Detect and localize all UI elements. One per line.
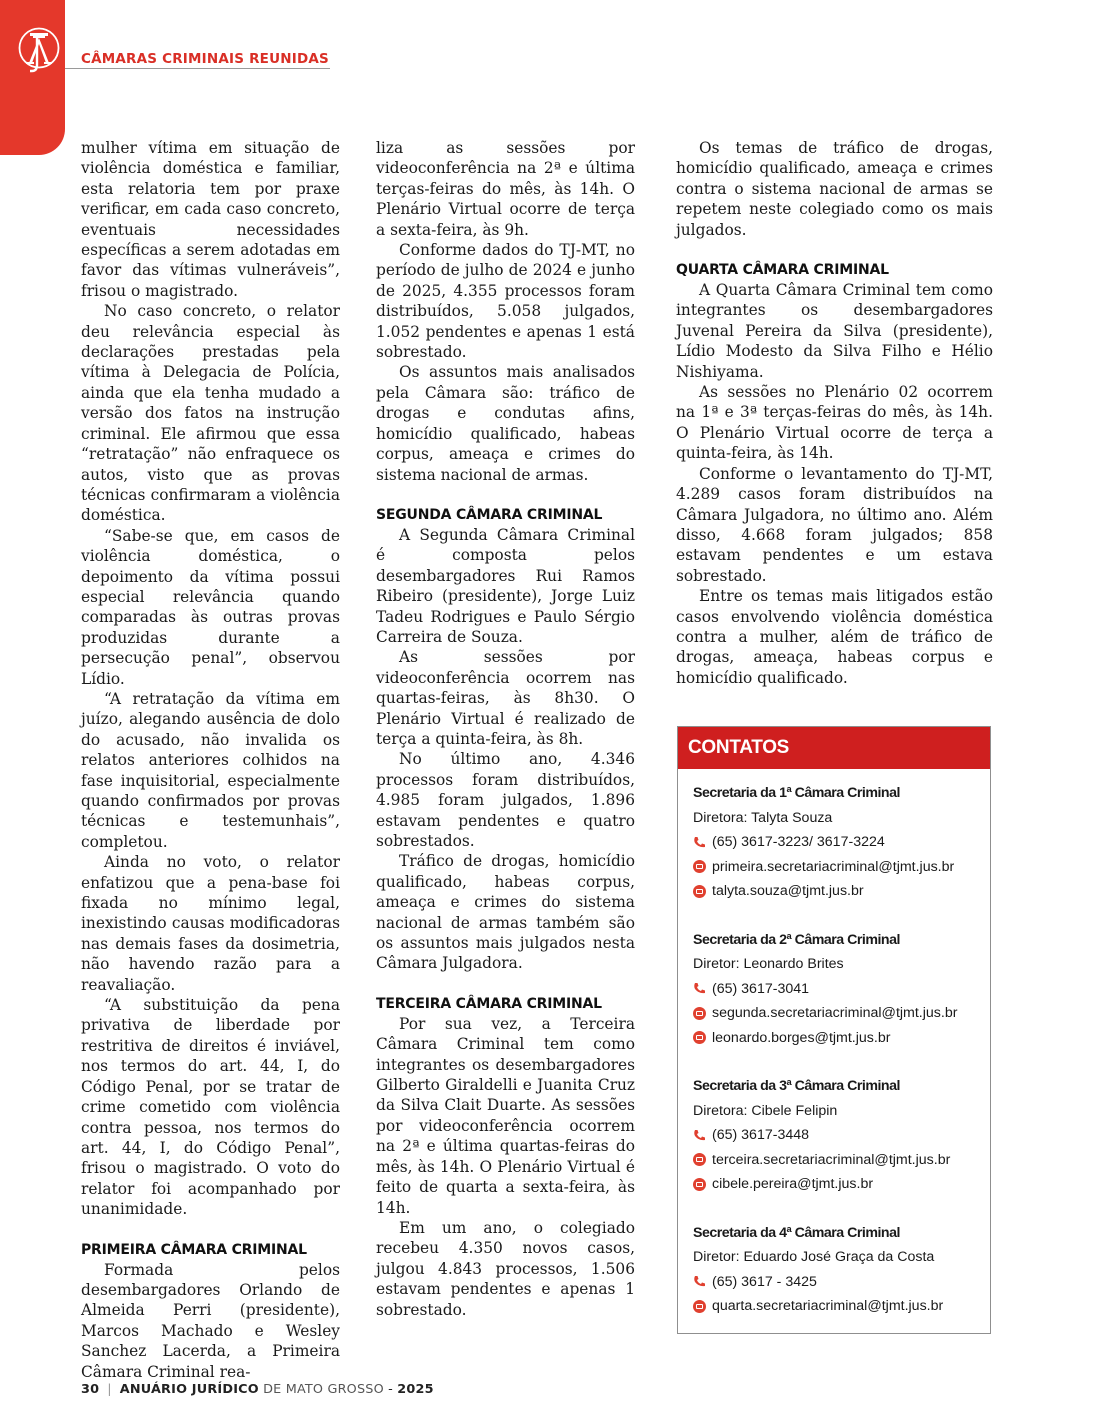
paragraph: As sessões por videoconferência ocorrem nas quartas-feiras, às 8h30. O Plenário Virtual é realizado de terça a quinta-feira, às 8h. bbox=[376, 648, 635, 748]
contact-phone[interactable]: (65) 3617-3041 bbox=[712, 980, 810, 997]
header-divider bbox=[65, 68, 330, 69]
page-number: 30 bbox=[81, 1382, 100, 1397]
header-red-tab bbox=[0, 0, 65, 155]
article-column-3 bbox=[676, 138, 993, 688]
contact-email[interactable]: talyta.souza@tjmt.jus.br bbox=[712, 883, 864, 899]
contact-director: Diretor: Eduardo José Graça da Costa bbox=[693, 1249, 935, 1265]
contact-section-4 bbox=[693, 1221, 990, 1319]
email-icon bbox=[693, 1178, 706, 1191]
phone-icon bbox=[693, 836, 706, 849]
contact-director: Diretor: Leonardo Brites bbox=[693, 956, 844, 972]
publication-name-bold: ANUÁRIO JURÍDICO bbox=[119, 1382, 259, 1397]
email-icon bbox=[693, 1300, 706, 1313]
paragraph: Os temas de tráfico de drogas, homicídio qualificado, ameaça e crimes contra o sistema nacional de armas se repetem neste colegiado como os mais julgados. bbox=[676, 139, 993, 239]
contact-email[interactable]: terceira.secretariacriminal@tjmt.jus.br bbox=[712, 1151, 951, 1168]
contact-director: Diretora: Cibele Felipin bbox=[693, 1102, 838, 1119]
paragraph: Em um ano, o colegiado recebeu 4.350 novos casos, julgou 4.843 processos, 1.506 estavam pendentes e apenas 1 sobrestado. bbox=[376, 1218, 635, 1319]
publication-name-light: DE MATO GROSSO bbox=[263, 1382, 384, 1397]
paragraph: “A substituição da pena privativa de liberdade por restritiva de direitos é inviável, nos termos do art. 44, I, do Código Penal, por se tratar de crime cometido com violência contra pessoa, nos termos do art. 44, I, do Código Penal”, frisou o magistrado. O voto do relator foi acompanhado por unanimidade. bbox=[81, 996, 340, 1219]
paragraph: Ainda no voto, o relator enfatizou que a pena-base foi fixada no mínimo legal, inexistindo causas modificadoras nas demais fases da dosimetria, não havendo razão para a reavaliação. bbox=[81, 853, 340, 994]
contact-section-3 bbox=[693, 1074, 990, 1197]
contact-section-1 bbox=[693, 781, 990, 904]
paragraph: A Segunda Câmara Criminal é composta pelos desembargadores Rui Ramos Ribeiro (presidente), Jorge Luiz Tadeu Rodrigues e Paulo Sérgio Carreira de Souza. bbox=[376, 525, 635, 646]
paragraph: Os assuntos mais analisados pela Câmara são: tráfico de drogas e condutas afins, homicídio qualificado, habeas corpus, ameaça e crimes do sistema nacional de armas. bbox=[376, 363, 635, 484]
contact-phone[interactable]: (65) 3617-3448 bbox=[712, 1127, 810, 1143]
paragraph: “A retratação da vítima em juízo, alegando ausência de dolo do acusado, não invalida os relatos anteriores colhidos na fase inquisitorial, especialmente quando confirmados por provas técnicas e testemunhais”, completou. bbox=[81, 689, 340, 851]
email-icon bbox=[693, 1007, 706, 1020]
paragraph: Por sua vez, a Terceira Câmara Criminal tem como integrantes os desembargadores Gilberto Giraldelli e Juanita Cruz da Silva Clait Duarte. As sessões por videoconferência ocorrem na 2ª e última quartas-feiras do mês, às 14h. O Plenário Virtual é feito de quarta a sexta-feira, às 14h. bbox=[376, 1014, 635, 1217]
article-column-2 bbox=[376, 138, 635, 1320]
paragraph: Conforme o levantamento do TJ-MT, 4.289 casos foram distribuídos na Câmara Julgadora, no último ano. Além disso, 4.668 foram julgados; 858 estavam pendentes e um estava sobrestado. bbox=[676, 464, 993, 585]
article-column-1 bbox=[81, 138, 340, 1382]
contact-phone[interactable]: (65) 3617-3223/ 3617-3224 bbox=[712, 834, 885, 850]
contact-email[interactable]: segunda.secretariacriminal@tjmt.jus.br bbox=[712, 1005, 958, 1021]
paragraph: Tráfico de drogas, homicídio qualificado, habeas corpus, ameaça e crimes do sistema nacional de armas também são os assuntos mais julgados nesta Câmara Julgadora. bbox=[376, 852, 635, 973]
tjmt-logo-icon bbox=[16, 25, 62, 75]
email-icon bbox=[693, 885, 706, 898]
paragraph: Conforme dados do TJ-MT, no período de julho de 2024 e junho de 2025, 4.355 processos foram distribuídos, 5.058 julgados, 1.052 pendentes e apenas 1 está sobrestado. bbox=[376, 241, 635, 362]
paragraph: As sessões no Plenário 02 ocorrem na 1ª e 3ª terças-feiras do mês, às 14h. O Plenário Virtual ocorre de terça a quinta-feira, às 14h. bbox=[676, 383, 993, 463]
paragraph: liza as sessões por videoconferência na 2ª e última terças-feiras do mês, às 14h. O Plenário Virtual ocorre de terça a sexta-feira, às 9h. bbox=[376, 139, 635, 239]
paragraph: A Quarta Câmara Criminal tem como integrantes os desembargadores Juvenal Pereira da Silva (presidente), Lídio Modesto da Silva Filho e Hélio Nishiyama. bbox=[676, 281, 993, 381]
section-title: CÂMARAS CRIMINAIS REUNIDAS bbox=[81, 51, 329, 67]
footer-dash: - bbox=[388, 1382, 393, 1397]
contacts-box bbox=[677, 726, 991, 1334]
phone-icon bbox=[693, 982, 706, 995]
contact-section-title: Secretaria da 1ª Câmara Criminal bbox=[693, 785, 900, 801]
email-icon bbox=[693, 1153, 706, 1166]
contact-phone[interactable]: (65) 3617 - 3425 bbox=[712, 1273, 817, 1290]
subheading-segunda-camara: SEGUNDA CÂMARA CRIMINAL bbox=[376, 506, 603, 523]
contact-director: Diretora: Talyta Souza bbox=[693, 809, 833, 826]
paragraph: No caso concreto, o relator deu relevância especial às declarações prestadas pela vítima à Delegacia de Polícia, ainda que ela tenha mudado a versão dos fatos na instrução criminal. Ele afirmou que essa “retratação” não enfraquece os autos, visto que as provas técnicas confirmaram a violência doméstica. bbox=[81, 302, 340, 525]
phone-icon bbox=[693, 1129, 706, 1142]
paragraph: Entre os temas mais litigados estão casos envolvendo violência doméstica contra a mulher, além de tráfico de drogas, ameaça, habeas corpus e homicídio qualificado. bbox=[676, 587, 993, 687]
subheading-terceira-camara: TERCEIRA CÂMARA CRIMINAL bbox=[376, 995, 602, 1012]
subheading-primeira-camara: PRIMEIRA CÂMARA CRIMINAL bbox=[81, 1241, 307, 1258]
contact-email[interactable]: cibele.pereira@tjmt.jus.br bbox=[712, 1176, 874, 1192]
paragraph: mulher vítima em situação de violência doméstica e familiar, esta relatoria tem por praxe verificar, em cada caso concreto, eventuais necessidades específicas a serem adotadas em favor das vítimas vulneráveis”, frisou o magistrado. bbox=[81, 139, 340, 300]
paragraph: No último ano, 4.346 processos foram distribuídos, 4.985 foram julgados, 1.896 estavam pendentes e quatro sobrestados. bbox=[376, 750, 635, 850]
email-icon bbox=[693, 1031, 706, 1044]
subheading-quarta-camara: QUARTA CÂMARA CRIMINAL bbox=[676, 262, 889, 279]
paragraph: Formada pelos desembargadores Orlando de Almeida Perri (presidente), Marcos Machado e Wesley Sanchez Lacerda, a Primeira Câmara Criminal rea- bbox=[81, 1260, 340, 1381]
contact-section-title: Secretaria da 3ª Câmara Criminal bbox=[693, 1078, 900, 1094]
contacts-title: CONTATOS bbox=[678, 727, 990, 769]
paragraph: “Sabe-se que, em casos de violência doméstica, o depoimento da vítima possui especial relevância quando comparadas às outras provas produzidas durante a persecução penal”, observou Lídio. bbox=[81, 526, 340, 688]
email-icon bbox=[693, 860, 706, 873]
contact-email[interactable]: primeira.secretariacriminal@tjmt.jus.br bbox=[712, 858, 955, 875]
page-footer bbox=[81, 1382, 434, 1397]
footer-separator: | bbox=[107, 1382, 112, 1397]
contact-email[interactable]: leonardo.borges@tjmt.jus.br bbox=[712, 1029, 891, 1046]
contact-section-title: Secretaria da 4ª Câmara Criminal bbox=[693, 1224, 900, 1241]
contact-section-title: Secretaria da 2ª Câmara Criminal bbox=[693, 931, 900, 948]
phone-icon bbox=[693, 1275, 706, 1288]
contact-email[interactable]: quarta.secretariacriminal@tjmt.jus.br bbox=[712, 1298, 944, 1314]
publication-year: 2025 bbox=[397, 1382, 434, 1397]
contact-section-2 bbox=[693, 928, 990, 1051]
